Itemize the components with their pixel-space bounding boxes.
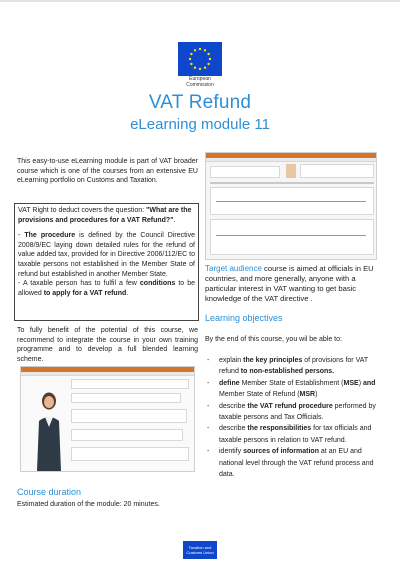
box-conditions <box>18 279 195 298</box>
page-title: VAT Refund <box>148 92 252 113</box>
box-question <box>18 206 195 225</box>
course-duration-title: Course duration <box>17 487 82 497</box>
item-text: identify <box>219 448 244 456</box>
top-decorative-stripe <box>0 0 400 2</box>
conditions-end: . <box>126 289 129 297</box>
list-item <box>207 446 387 480</box>
target-audience-text: course is aimed at officials in EU countries, and more generally, anyone with a particular interest in VAT wanting to get basic knowledge of the VAT directive . <box>205 264 374 303</box>
screenshot-panel <box>210 166 280 178</box>
conditions-lead: - A taxable person has to fulfil a few <box>18 280 140 288</box>
item-text: ) <box>315 391 318 399</box>
screenshot-bubble-4 <box>71 429 183 441</box>
item-text: describe <box>219 402 248 410</box>
list-item <box>207 355 387 378</box>
course-screenshot-character <box>20 366 195 472</box>
item-text: Member State of Refund ( <box>219 391 300 399</box>
item-bold: and <box>362 379 376 387</box>
box-procedure <box>18 231 195 279</box>
screenshot-bubble-5 <box>71 447 189 461</box>
item-text: at an EU and national level through the VAT refund process and data. <box>219 448 374 479</box>
item-bold: the key principles <box>243 357 303 364</box>
item-text: performed by taxable persons and Tax Officials. <box>219 402 376 422</box>
item-text: of provisions for VAT refund <box>219 357 369 376</box>
question-lead: VAT Right to deduct covers the question: <box>18 207 147 214</box>
procedure-text: is defined by the Council Directive 2008/9/EC laying down detailed rules for the refund of value added tax, provided for in Directive 2006/112/EC to taxable persons not established in the Member State of refund but established in another Member State. <box>18 232 196 278</box>
training-scheme-paragraph: To fully benefit of the potential of this course, we recommend to integrate the course in your own training programme and to develop a full blended learning scheme. <box>17 327 198 363</box>
procedure-dash: - <box>18 232 25 240</box>
list-item <box>207 401 387 424</box>
item-text: describe <box>219 425 248 433</box>
screenshot-instruction <box>210 182 374 184</box>
item-bold: define <box>219 379 240 387</box>
item-bold: the VAT refund procedure <box>247 402 333 410</box>
screenshot-bubble-2 <box>71 393 181 403</box>
question-end: . <box>173 216 176 224</box>
course-duration-text: Estimated duration of the module: 20 minutes. <box>17 501 160 508</box>
intro-paragraph: This easy-to-use eLearning module is part of VAT broader course which is one of the courses from an extensive EU eLearning portfolio on Customs and Taxation. <box>17 158 198 185</box>
learning-objectives-list <box>207 355 387 480</box>
commission-name <box>150 76 250 88</box>
target-audience-lead: Target audience <box>205 264 262 273</box>
screenshot-bubble-1 <box>71 379 189 389</box>
screenshot-nav-bar <box>206 158 376 162</box>
procedure-bold: The procedure <box>24 232 76 240</box>
learning-objectives-intro: By the end of this course, you wil be able to: <box>205 336 342 343</box>
page-subtitle: eLearning module 11 <box>130 116 270 133</box>
item-bold: MSR <box>299 391 316 399</box>
item-bold: sources of information <box>243 448 319 456</box>
eu-flag-logo <box>178 42 222 76</box>
item-bold: the responsibilities <box>247 425 312 433</box>
course-screenshot-process <box>205 152 377 260</box>
target-audience <box>205 264 385 304</box>
badge-line-1: Taxation and <box>188 545 212 550</box>
screenshot-bubble-3 <box>71 409 187 423</box>
screenshot-nav-bar <box>21 372 194 376</box>
item-text: for tax officials and taxable persons in relation to VAT refund. <box>219 425 372 444</box>
item-text: Member State of Establishment ( <box>239 379 344 387</box>
org-line-2: Commission <box>186 82 214 88</box>
conditions-mid: to be allowed <box>18 280 195 297</box>
org-line-1: European <box>189 76 211 82</box>
screenshot-flow-line-1 <box>216 201 366 202</box>
item-text: ) <box>358 379 363 387</box>
list-item <box>207 423 387 446</box>
question-bold: "What are the provisions and procedures for a VAT Refund?" <box>18 207 192 224</box>
item-bold: MSE <box>343 379 359 387</box>
list-item <box>207 378 387 401</box>
woman-character-icon <box>35 387 63 471</box>
learning-objectives-title: Learning objectives <box>205 313 283 323</box>
badge-line-2: Customs Union <box>186 550 214 555</box>
screenshot-flow-line-2 <box>216 235 366 236</box>
eu-stars-icon <box>178 42 222 76</box>
item-text: explain <box>219 357 244 364</box>
conditions-bold: conditions <box>139 280 176 288</box>
deduction-box <box>14 203 199 321</box>
taxation-customs-badge <box>183 541 217 559</box>
screenshot-speech <box>300 164 374 178</box>
screenshot-avatar <box>286 164 296 178</box>
conditions-bold-2: to apply for a VAT refund <box>43 289 127 297</box>
screenshot-flow-row-2 <box>210 219 374 255</box>
item-bold: to non-established persons. <box>240 368 335 376</box>
